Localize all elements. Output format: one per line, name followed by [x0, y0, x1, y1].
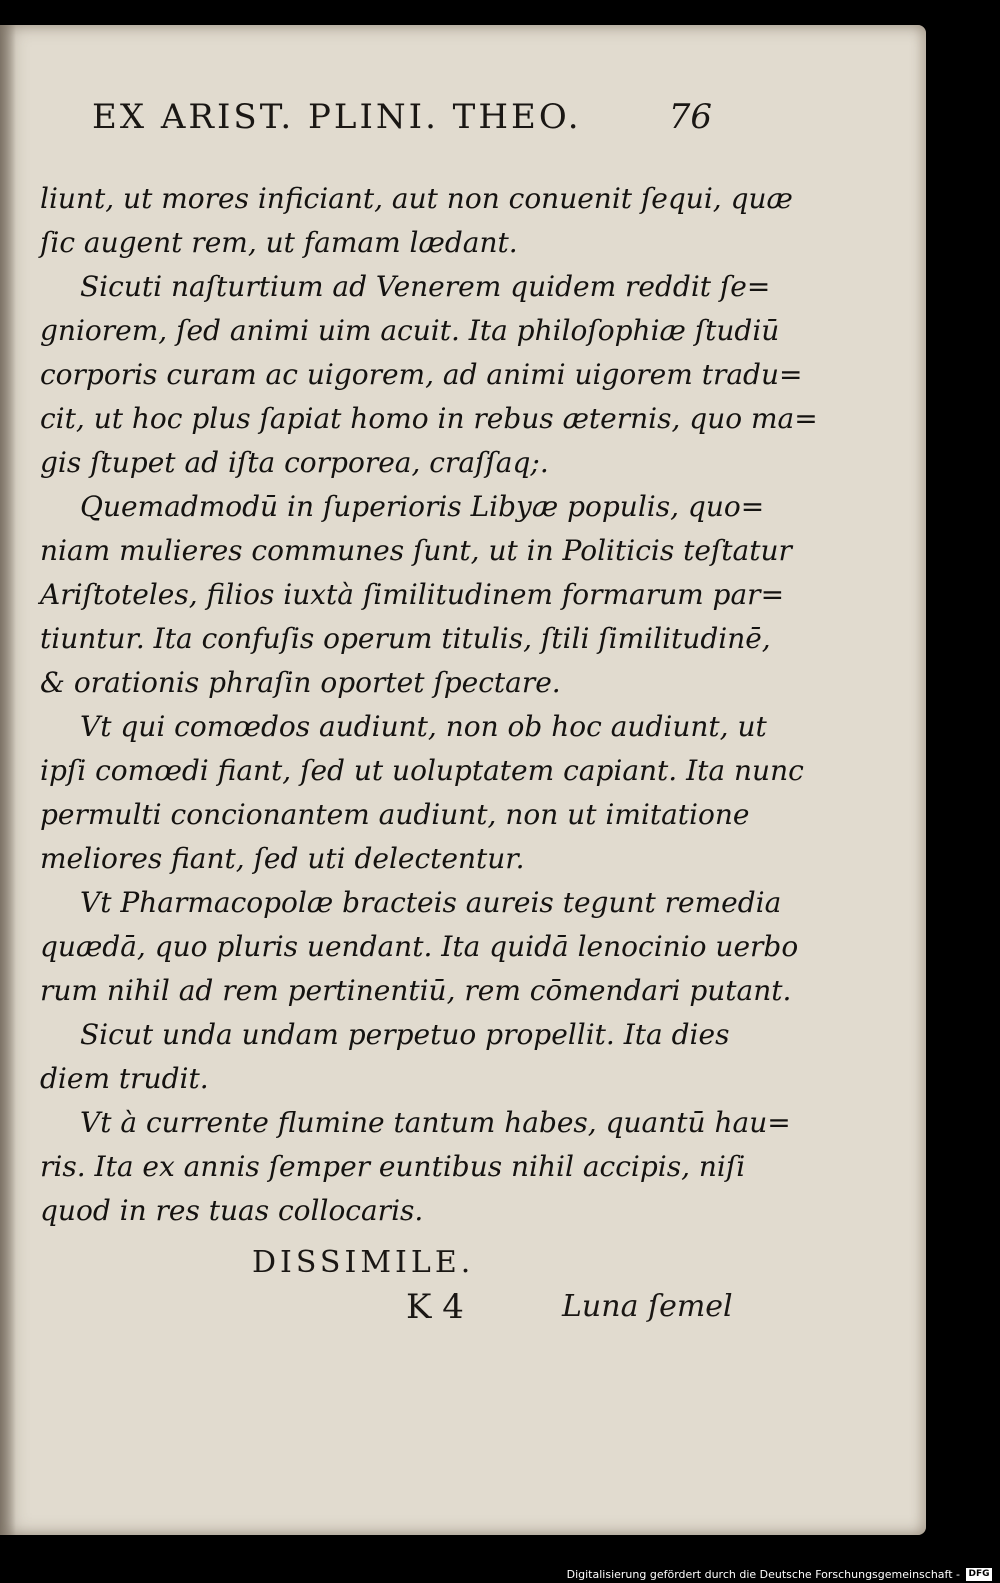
text-line: rum nihil ad rem pertinentiū, rem cōmendari putant. — [40, 974, 792, 1007]
running-head: EX ARIST. PLINI. THEO. — [92, 97, 582, 137]
text-line: Sicut unda undam perpetuo propellit. Ita dies — [80, 1018, 730, 1051]
text-line: Vt qui comœdos audiunt, non ob hoc audiunt, ut — [80, 710, 767, 743]
text-line: cit, ut hoc plus ſapiat homo in rebus æternis, quo ma= — [40, 402, 818, 435]
text-line: corporis curam ac uigorem, ad animi uigorem tradu= — [40, 358, 803, 391]
text-line: quædā, quo pluris uendant. Ita quidā lenocinio uerbo — [40, 930, 799, 963]
dfg-logo: DFG — [966, 1568, 992, 1581]
text-line: ris. Ita ex annis ſemper euntibus nihil accipis, niſi — [40, 1150, 746, 1183]
text-line: Vt Pharmacopolæ bracteis aureis tegunt remedia — [80, 886, 782, 919]
text-line: ſic augent rem, ut famam lædant. — [40, 226, 518, 259]
text-line: gis ſtupet ad iſta corporea, craſſaq;. — [40, 446, 549, 479]
catchword: Luna ſemel — [562, 1289, 733, 1324]
text-line: Sicuti naſturtium ad Venerem quidem reddit ſe= — [80, 270, 771, 303]
body-text — [40, 177, 818, 1233]
text-line: meliores fiant, ſed uti delectentur. — [40, 842, 525, 875]
page-header — [92, 97, 712, 147]
text-line: & orationis phraſin oportet ſpectare. — [40, 666, 561, 699]
text-line: tiuntur. Ita confuſis operum titulis, ſtili ſimilitudinē, — [40, 622, 771, 655]
signature-mark: K 4 — [406, 1287, 464, 1327]
text-line: gniorem, ſed animi uim acuit. Ita philoſophiæ ſtudiū — [40, 314, 780, 347]
text-line: Vt à currente flumine tantum habes, quantū hau= — [80, 1106, 791, 1139]
digitization-credit: Digitalisierung gefördert durch die Deutsche Forschungsgemeinschaft - — [566, 1568, 960, 1581]
text-line: Quemadmodū in ſuperioris Libyæ populis, quo= — [80, 490, 765, 523]
text-line: quod in res tuas collocaris. — [40, 1194, 424, 1227]
book-page — [0, 25, 926, 1535]
text-line: permulti concionantem audiunt, non ut imitatione — [40, 798, 750, 831]
page-number: 76 — [668, 97, 712, 137]
text-line: Ariſtoteles, filios iuxtà ſimilitudinem formarum par= — [40, 578, 785, 611]
text-line: liunt, ut mores inficiant, aut non conuenit ſequi, quæ — [40, 182, 793, 215]
text-line: diem trudit. — [40, 1062, 209, 1095]
section-title: DISSIMILE. — [252, 1245, 475, 1280]
text-line: niam mulieres communes ſunt, ut in Politicis teſtatur — [40, 534, 792, 567]
text-line: ipſi comœdi fiant, ſed ut uoluptatem capiant. Ita nunc — [40, 754, 804, 787]
